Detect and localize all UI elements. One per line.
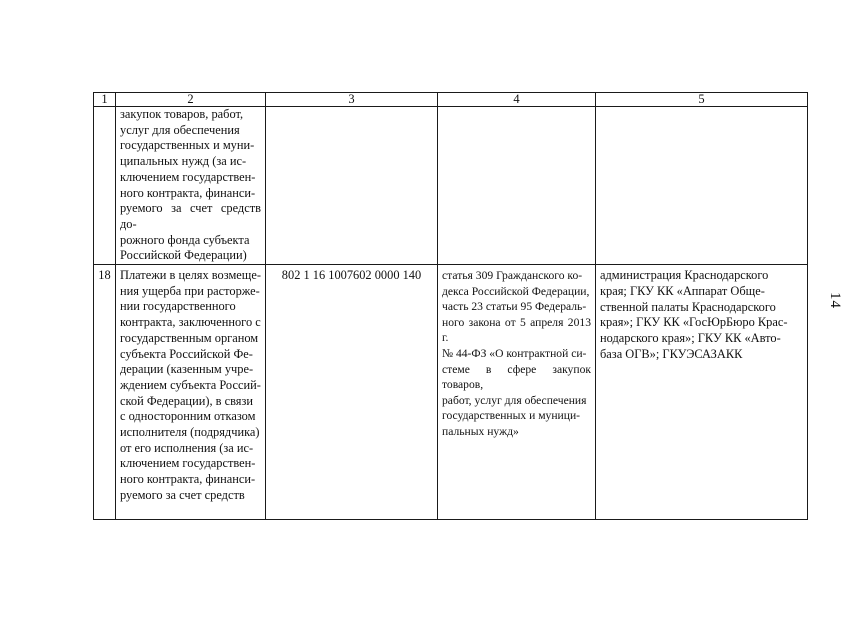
administrators-line: нодарского края»; ГКУ КК «Авто- xyxy=(600,331,781,346)
description-line: Российской Федерации) xyxy=(120,248,247,263)
description-line: ждением субъекта Россий- xyxy=(120,377,261,392)
description-line: услуг для обеспечения xyxy=(120,122,240,137)
header-col-3: 3 xyxy=(266,93,438,107)
description-line: Платежи в целях возмеще- xyxy=(120,268,261,283)
table-row-continuation xyxy=(94,107,808,265)
description-line: субъекта Российской Фе- xyxy=(120,346,253,361)
description-line: ключением государствен- xyxy=(120,169,256,184)
header-col-1: 1 xyxy=(94,93,116,107)
legal-basis-line: работ, услуг для обеспечения xyxy=(442,393,587,407)
legal-basis-line: декса Российской Федерации, xyxy=(442,284,590,298)
description-line: ного контракта, финанси- xyxy=(120,472,256,487)
cell-description xyxy=(116,265,266,520)
administrators-line: база ОГВ»; ГКУЭСАЗАКК xyxy=(600,347,743,362)
legal-basis-line: статья 309 Гражданского ко- xyxy=(442,269,583,283)
description-line: от его исполнения (за ис- xyxy=(120,440,254,455)
cell-legal-basis xyxy=(438,107,596,265)
description-line: ния ущерба при расторже- xyxy=(120,283,260,298)
cell-administrators xyxy=(596,107,808,265)
description-line: руемого за счет средств до- xyxy=(120,201,261,231)
description-line: руемого за счет средств xyxy=(120,487,245,502)
administrators-line: края»; ГКУ КК «ГосЮрБюро Крас- xyxy=(600,315,788,330)
table-row-18 xyxy=(94,265,808,520)
description-line: государственных и муни- xyxy=(120,138,255,153)
header-col-2: 2 xyxy=(116,93,266,107)
description-line: ного контракта, финанси- xyxy=(120,185,256,200)
cell-legal-basis xyxy=(438,265,596,520)
description-line: контракта, заключенного с xyxy=(120,315,261,330)
description-line: государственным органом xyxy=(120,330,259,345)
description-line: с односторонним отказом xyxy=(120,409,256,424)
description-line: ской Федерации), в связи xyxy=(120,393,254,408)
description-line: дерации (казенным учре- xyxy=(120,362,254,377)
cell-number xyxy=(94,107,116,265)
description-line: нии государственного xyxy=(120,299,236,314)
description-line: закупок товаров, работ, xyxy=(120,107,244,121)
page-number: 14 xyxy=(827,292,843,309)
legal-basis-line: государственных и муници- xyxy=(442,409,581,423)
legal-basis-line: № 44-ФЗ «О контрактной си- xyxy=(442,347,587,360)
description-line: рожного фонда субъекта xyxy=(120,232,250,247)
table-header-row xyxy=(94,93,808,107)
description-line: ключением государствен- xyxy=(120,456,256,471)
budget-codes-table xyxy=(93,92,808,520)
legal-basis-line: часть 23 статьи 95 Федераль- xyxy=(442,300,587,314)
header-col-4: 4 xyxy=(438,93,596,107)
cell-administrators xyxy=(596,265,808,520)
header-col-5: 5 xyxy=(596,93,808,107)
cell-code: 802 1 16 1007602 0000 140 xyxy=(266,265,438,520)
legal-basis-line: пальных нужд» xyxy=(442,424,519,438)
administrators-line: администрация Краснодарского xyxy=(600,268,769,283)
legal-basis-line: стеме в сфере закупок товаров, xyxy=(442,362,591,392)
description-line: исполнителя (подрядчика) xyxy=(120,425,260,440)
administrators-line: края; ГКУ КК «Аппарат Обще- xyxy=(600,283,765,298)
cell-code xyxy=(266,107,438,265)
description-line: ципальных нужд (за ис- xyxy=(120,154,247,169)
administrators-line: ственной палаты Краснодарского xyxy=(600,299,776,314)
legal-basis-line: ного закона от 5 апреля 2013 г. xyxy=(442,315,591,345)
cell-number: 18 xyxy=(94,265,116,520)
cell-description xyxy=(116,107,266,265)
